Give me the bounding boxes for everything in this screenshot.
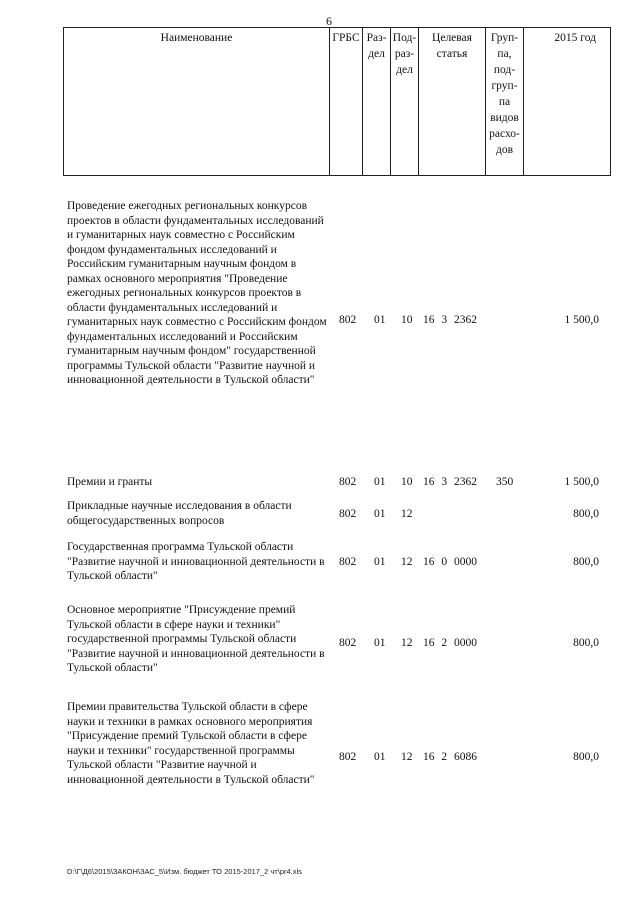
row-name: Проведение ежегодных региональных конкурсов проектов в области фундаментальных исследований и гуманитарных наук совместно с Российским фондом фундаментальных исследований и Российским гуманитарным научным фондом в рамках основного мероприятия "Проведение ежегодных региональных конкурсов проектов в области фундаментальных исследований и гуманитарных наук совместно с Российским фондом фундаментальных исследований и Российским гуманитарным научным фондом" государственной программы Тульской области "Развитие научной и инновационной деятельности в Тульской области": [67, 200, 327, 386]
table-header: [63, 27, 611, 176]
row-name: Премии правительства Тульской области в сфере науки и техники в рамках основного мероприятия "Присуждение премий Тульской области в сфере науки и техники" государственной программы Тульской области "Развитие научной и инновационной деятельности в Тульской области": [67, 701, 315, 786]
row-amount: 1 500,0: [564, 314, 599, 326]
row-name: Премии и гранты: [67, 476, 153, 488]
row-grbs: 802: [339, 508, 357, 520]
row-podrazdel: 12: [401, 508, 413, 520]
col-grbs-header: ГРБС: [330, 28, 363, 176]
row-razdel: 01: [374, 314, 386, 326]
row-razdel: 01: [374, 637, 386, 649]
row-podrazdel: 12: [401, 556, 413, 568]
row-name: Прикладные научные исследования в области общегосударственных вопросов: [67, 500, 292, 527]
col-name-header: Наименование: [64, 28, 330, 176]
row-vr: 350: [496, 476, 514, 488]
row-amount: 800,0: [573, 751, 599, 763]
row-podrazdel: 10: [401, 314, 413, 326]
col-target-header: Целевая статья: [419, 28, 486, 176]
row-target: 16 3 2362: [423, 314, 477, 326]
row-grbs: 802: [339, 314, 357, 326]
row-razdel: 01: [374, 751, 386, 763]
row-razdel: 01: [374, 508, 386, 520]
col-podrazdel-header: Под- раз- дел: [391, 28, 419, 176]
col-vr-header: Груп- па, под- груп- па видов расхо- дов: [486, 28, 524, 176]
col-amount-header: 2015 год: [524, 28, 611, 176]
row-razdel: 01: [374, 476, 386, 488]
row-name: Основное мероприятие "Присуждение премий Тульской области в сфере науки и техники" государственной программы Тульской области "Развитие научной и инновационной деятельности в Тульской области": [67, 604, 325, 674]
row-podrazdel: 12: [401, 751, 413, 763]
row-amount: 1 500,0: [564, 476, 599, 488]
row-target: 16 3 2362: [423, 476, 477, 488]
row-target: 16 2 0000: [423, 637, 477, 649]
row-target: 16 2 6086: [423, 751, 477, 763]
row-podrazdel: 12: [401, 637, 413, 649]
row-name: Государственная программа Тульской области "Развитие научной и инновационной деятельности в Тульской области": [67, 541, 325, 582]
row-grbs: 802: [339, 637, 357, 649]
row-grbs: 802: [339, 556, 357, 568]
file-path-footer: D:\Г\Д6\2015\ЗАКОН\ЗАС_5\Изм. бюджет ТО 2015-2017_2 чт\pr4.xls: [67, 867, 302, 876]
row-grbs: 802: [339, 751, 357, 763]
row-amount: 800,0: [573, 637, 599, 649]
col-razdel-header: Раз- дел: [363, 28, 391, 176]
row-target: 16 0 0000: [423, 556, 477, 568]
row-grbs: 802: [339, 476, 357, 488]
row-razdel: 01: [374, 556, 386, 568]
page-number: 6: [326, 14, 332, 28]
row-podrazdel: 10: [401, 476, 413, 488]
row-amount: 800,0: [573, 508, 599, 520]
row-amount: 800,0: [573, 556, 599, 568]
